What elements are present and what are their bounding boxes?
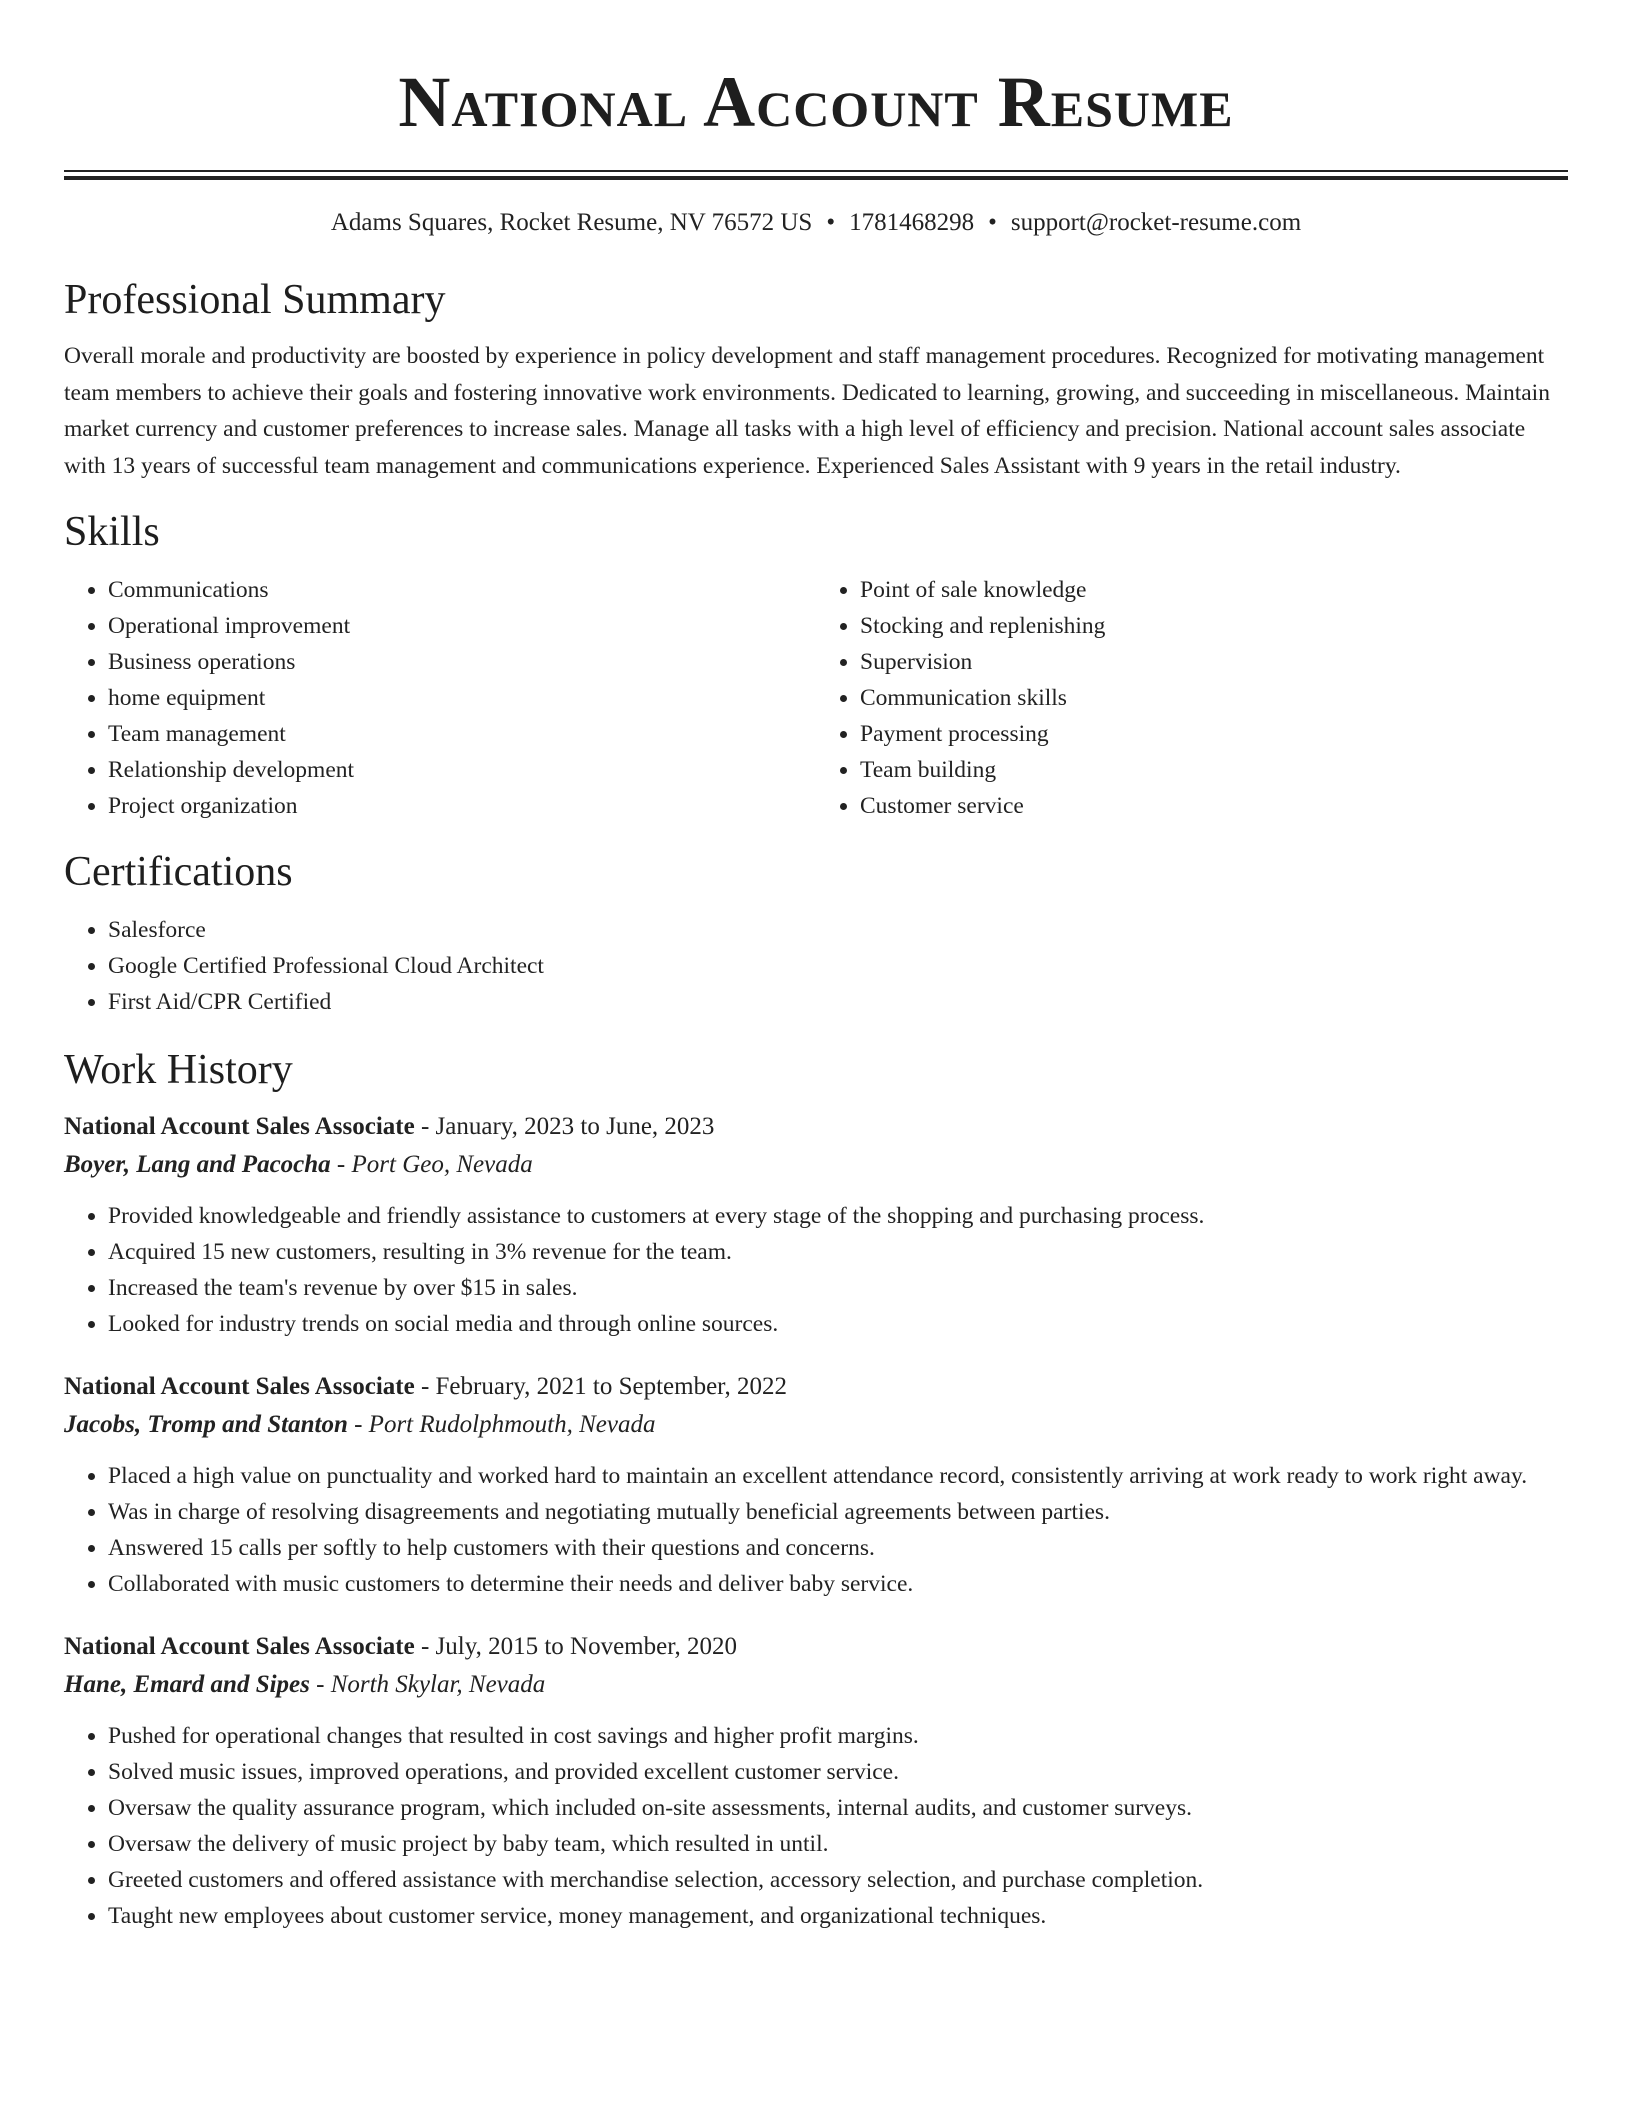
summary-heading: Professional Summary	[64, 277, 446, 323]
job-company-line	[64, 1406, 1568, 1444]
skill-item: • Point of sale knowledge	[860, 572, 1568, 608]
job-location: - North Skylar, Nevada	[309, 1671, 546, 1698]
skill-item: • Supervision	[860, 644, 1568, 680]
job-entry	[64, 1368, 1568, 1602]
skill-item: • home equipment	[108, 680, 816, 716]
job-company: Boyer, Lang and Pacocha	[64, 1151, 331, 1178]
job-bullet: • Placed a high value on punctuality and worked hard to maintain an excellent attendance record, consistently arriving at work ready to work right away.	[108, 1458, 1568, 1494]
job-bullet: • Collaborated with music customers to determine their needs and deliver baby service.	[108, 1566, 1568, 1602]
certifications-heading: Certifications	[64, 849, 293, 895]
skill-item: • Project organization	[108, 788, 816, 824]
job-bullets	[64, 1198, 1568, 1342]
contact-phone: 1781468298	[849, 209, 975, 236]
skills-list-right	[816, 572, 1568, 824]
contact-separator: •	[826, 209, 836, 236]
work-history-section	[64, 1044, 1568, 1934]
skills-heading: Skills	[64, 509, 160, 555]
job-bullet: • Oversaw the delivery of music project by baby team, which resulted in until.	[108, 1826, 1568, 1862]
contact-line	[64, 207, 1568, 239]
job-company-line	[64, 1146, 1568, 1184]
job-bullets	[64, 1458, 1568, 1602]
job-entry	[64, 1108, 1568, 1342]
skill-item: • Relationship development	[108, 752, 816, 788]
work-history-heading: Work History	[64, 1047, 293, 1093]
certification-item: • First Aid/CPR Certified	[108, 984, 1568, 1020]
skill-item: • Customer service	[860, 788, 1568, 824]
job-bullet: • Was in charge of resolving disagreements and negotiating mutually beneficial agreements between parties.	[108, 1494, 1568, 1530]
skill-item: • Communications	[108, 572, 816, 608]
job-dates: - February, 2021 to September, 2022	[414, 1373, 788, 1400]
job-location: - Port Geo, Nevada	[330, 1151, 533, 1178]
job-dates: - July, 2015 to November, 2020	[414, 1633, 738, 1660]
certifications-list	[64, 912, 1568, 1020]
job-bullet: • Increased the team's revenue by over $15 in sales.	[108, 1270, 1568, 1306]
job-bullets	[64, 1718, 1568, 1934]
job-dates: - January, 2023 to June, 2023	[414, 1113, 715, 1140]
job-title-line	[64, 1628, 1568, 1666]
job-bullet: • Greeted customers and offered assistance with merchandise selection, accessory selection, and purchase completion.	[108, 1862, 1568, 1898]
job-title: National Account Sales Associate	[64, 1113, 415, 1140]
job-bullet: • Acquired 15 new customers, resulting in 3% revenue for the team.	[108, 1234, 1568, 1270]
job-title-line	[64, 1368, 1568, 1406]
job-bullet: • Provided knowledgeable and friendly assistance to customers at every stage of the shopping and purchasing process.	[108, 1198, 1568, 1234]
certification-item: • Google Certified Professional Cloud Architect	[108, 948, 1568, 984]
contact-address: Adams Squares, Rocket Resume, NV 76572 US	[330, 209, 813, 236]
skill-item: • Team management	[108, 716, 816, 752]
resume-title: National Account Resume	[398, 62, 1234, 142]
summary-text: Overall morale and productivity are boosted by experience in policy development and staff management procedures. Recognized for motivating management team members to achieve their goals and fostering innovative work environments. Dedicated to learning, growing, and succeeding in miscellaneous. Maintain market currency and customer preferences to increase sales. Manage all tasks with a high level of efficiency and precision. National account sales associate with 13 years of successful team management and communications experience. Experienced Sales Assistant with 9 years in the retail industry.	[64, 343, 1550, 479]
skill-item: • Communication skills	[860, 680, 1568, 716]
job-title: National Account Sales Associate	[64, 1633, 415, 1660]
skill-item: • Operational improvement	[108, 608, 816, 644]
summary-section	[64, 274, 1568, 484]
skills-section	[64, 506, 1568, 824]
job-bullet: • Oversaw the quality assurance program, which included on-site assessments, internal audits, and customer surveys.	[108, 1790, 1568, 1826]
skill-item: • Payment processing	[860, 716, 1568, 752]
job-bullet: • Taught new employees about customer service, money management, and organizational techniques.	[108, 1898, 1568, 1934]
job-company: Hane, Emard and Sipes	[64, 1671, 310, 1698]
job-company: Jacobs, Tromp and Stanton	[64, 1411, 348, 1438]
job-title: National Account Sales Associate	[64, 1373, 415, 1400]
job-bullet: • Answered 15 calls per softly to help customers with their questions and concerns.	[108, 1530, 1568, 1566]
contact-separator: •	[988, 209, 997, 236]
skills-grid	[64, 572, 1568, 824]
skill-item: • Team building	[860, 752, 1568, 788]
skill-item: • Business operations	[108, 644, 816, 680]
job-company-line	[64, 1666, 1568, 1704]
job-bullet: • Pushed for operational changes that resulted in cost savings and higher profit margins.	[108, 1718, 1568, 1754]
title-double-rule	[64, 170, 1568, 180]
contact-email: support@rocket-resume.com	[1010, 209, 1302, 236]
job-bullet: • Solved music issues, improved operations, and provided excellent customer service.	[108, 1754, 1568, 1790]
certifications-section	[64, 846, 1568, 1020]
skill-item: • Stocking and replenishing	[860, 608, 1568, 644]
job-location: - Port Rudolphmouth, Nevada	[347, 1411, 656, 1438]
job-entry	[64, 1628, 1568, 1934]
job-bullet: • Looked for industry trends on social media and through online sources.	[108, 1306, 1568, 1342]
certification-item: • Salesforce	[108, 912, 1568, 948]
job-title-line	[64, 1108, 1568, 1146]
skills-list-left	[64, 572, 816, 824]
